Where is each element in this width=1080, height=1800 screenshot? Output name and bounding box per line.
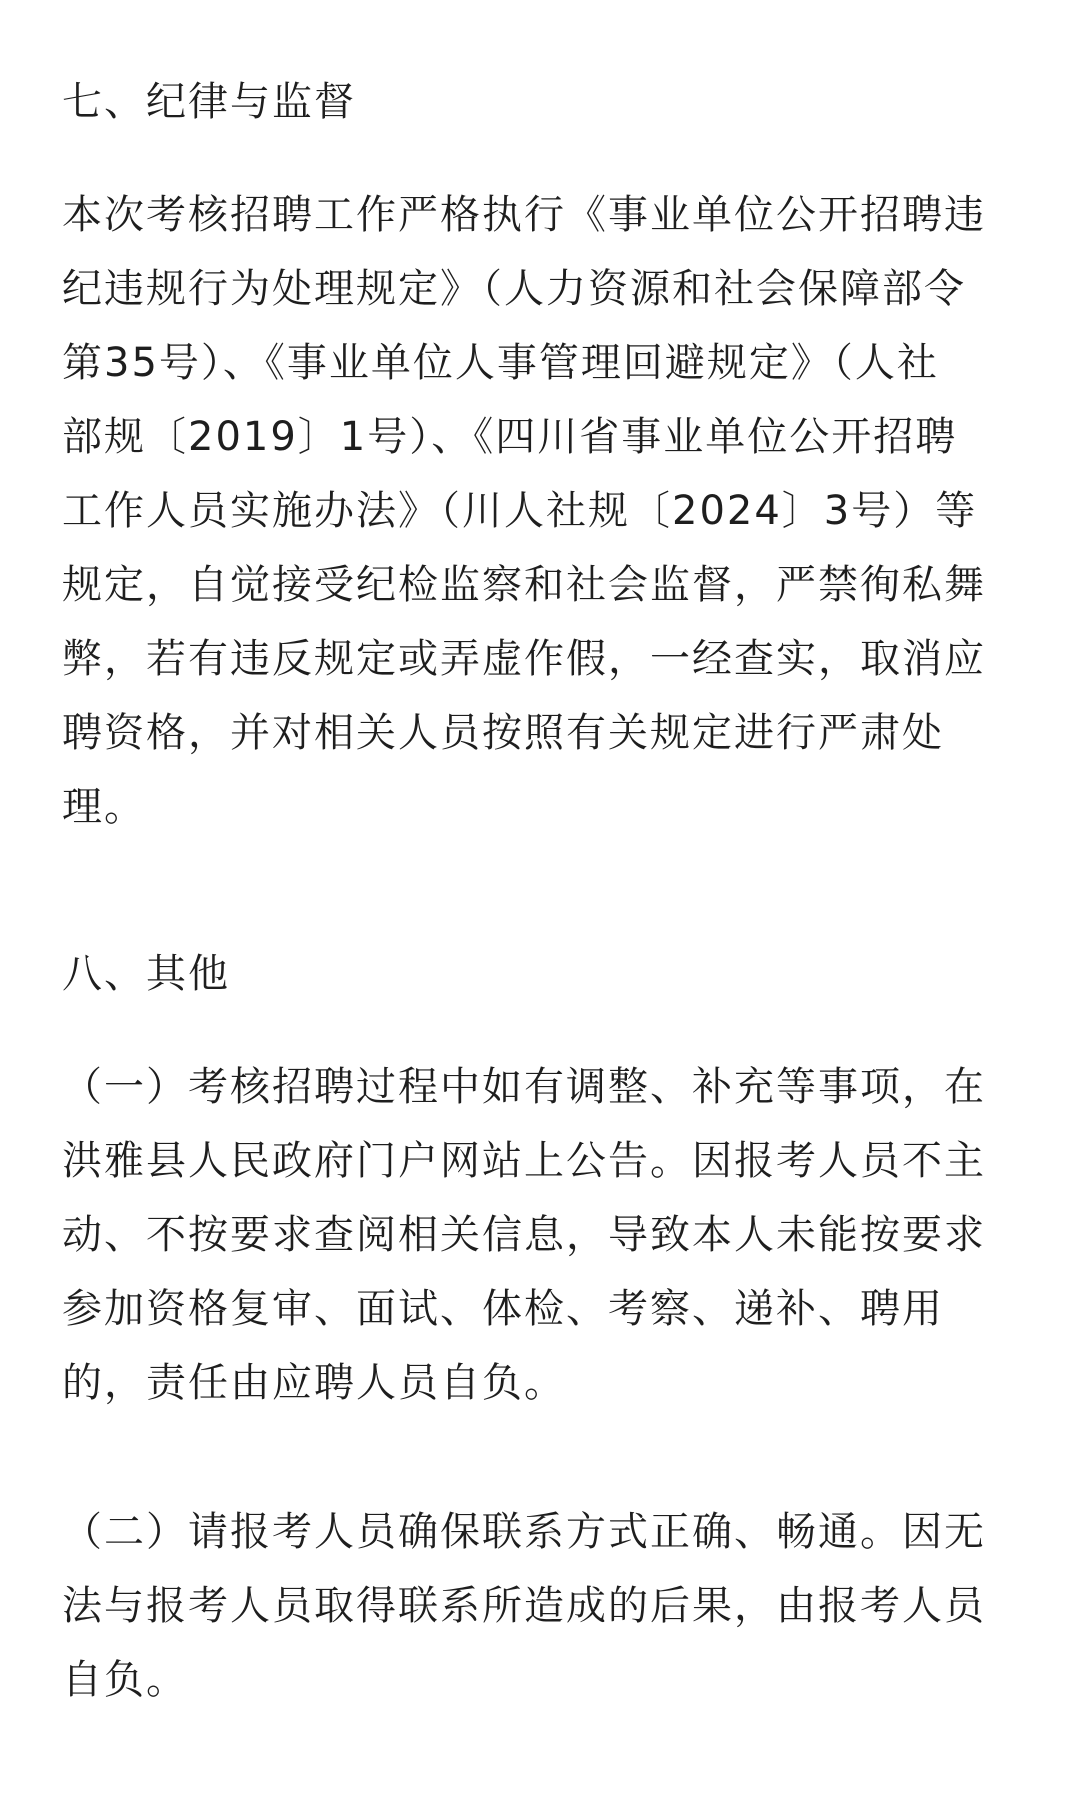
paragraph-line: 洪雅县人民政府门户网站上公告。因报考人员不主 bbox=[62, 1138, 986, 1184]
paragraph-line: 理。 bbox=[62, 784, 146, 830]
paragraph-line: 自负。 bbox=[62, 1657, 188, 1703]
section-heading-discipline: 七、纪律与监督 bbox=[62, 79, 356, 125]
paragraph-line: （二）请报考人员确保联系方式正确、畅通。因无 bbox=[62, 1509, 986, 1555]
paragraph-line: 规定，自觉接受纪检监察和社会监督，严禁徇私舞 bbox=[62, 562, 986, 608]
other-item-one-paragraph bbox=[62, 1050, 1042, 1420]
paragraph-line: 法与报考人员取得联系所造成的后果，由报考人员 bbox=[62, 1583, 986, 1629]
paragraph-line: 的，责任由应聘人员自负。 bbox=[62, 1360, 566, 1406]
section-heading-other: 八、其他 bbox=[62, 951, 230, 997]
paragraph-line: 弊，若有违反规定或弄虚作假，一经查实，取消应 bbox=[62, 636, 986, 682]
paragraph-line: 纪违规行为处理规定》（人力资源和社会保障部令 bbox=[62, 266, 966, 312]
paragraph-line: 工作人员实施办法》（川人社规〔2024〕3号）等 bbox=[62, 488, 978, 534]
paragraph-line: （一）考核招聘过程中如有调整、补充等事项，在 bbox=[62, 1064, 986, 1110]
paragraph-line: 第35号）、《事业单位人事管理回避规定》（人社 bbox=[62, 340, 939, 386]
other-item-two-paragraph bbox=[62, 1495, 1042, 1717]
paragraph-line: 动、不按要求查阅相关信息，导致本人未能按要求 bbox=[62, 1212, 986, 1258]
paragraph-line: 参加资格复审、面试、体检、考察、递补、聘用 bbox=[62, 1286, 944, 1332]
paragraph-line: 本次考核招聘工作严格执行《事业单位公开招聘违 bbox=[62, 192, 986, 238]
discipline-paragraph bbox=[62, 178, 1042, 844]
paragraph-line: 聘资格，并对相关人员按照有关规定进行严肃处 bbox=[62, 710, 944, 756]
paragraph-line: 部规〔2019〕1号）、《四川省事业单位公开招聘 bbox=[62, 414, 958, 460]
